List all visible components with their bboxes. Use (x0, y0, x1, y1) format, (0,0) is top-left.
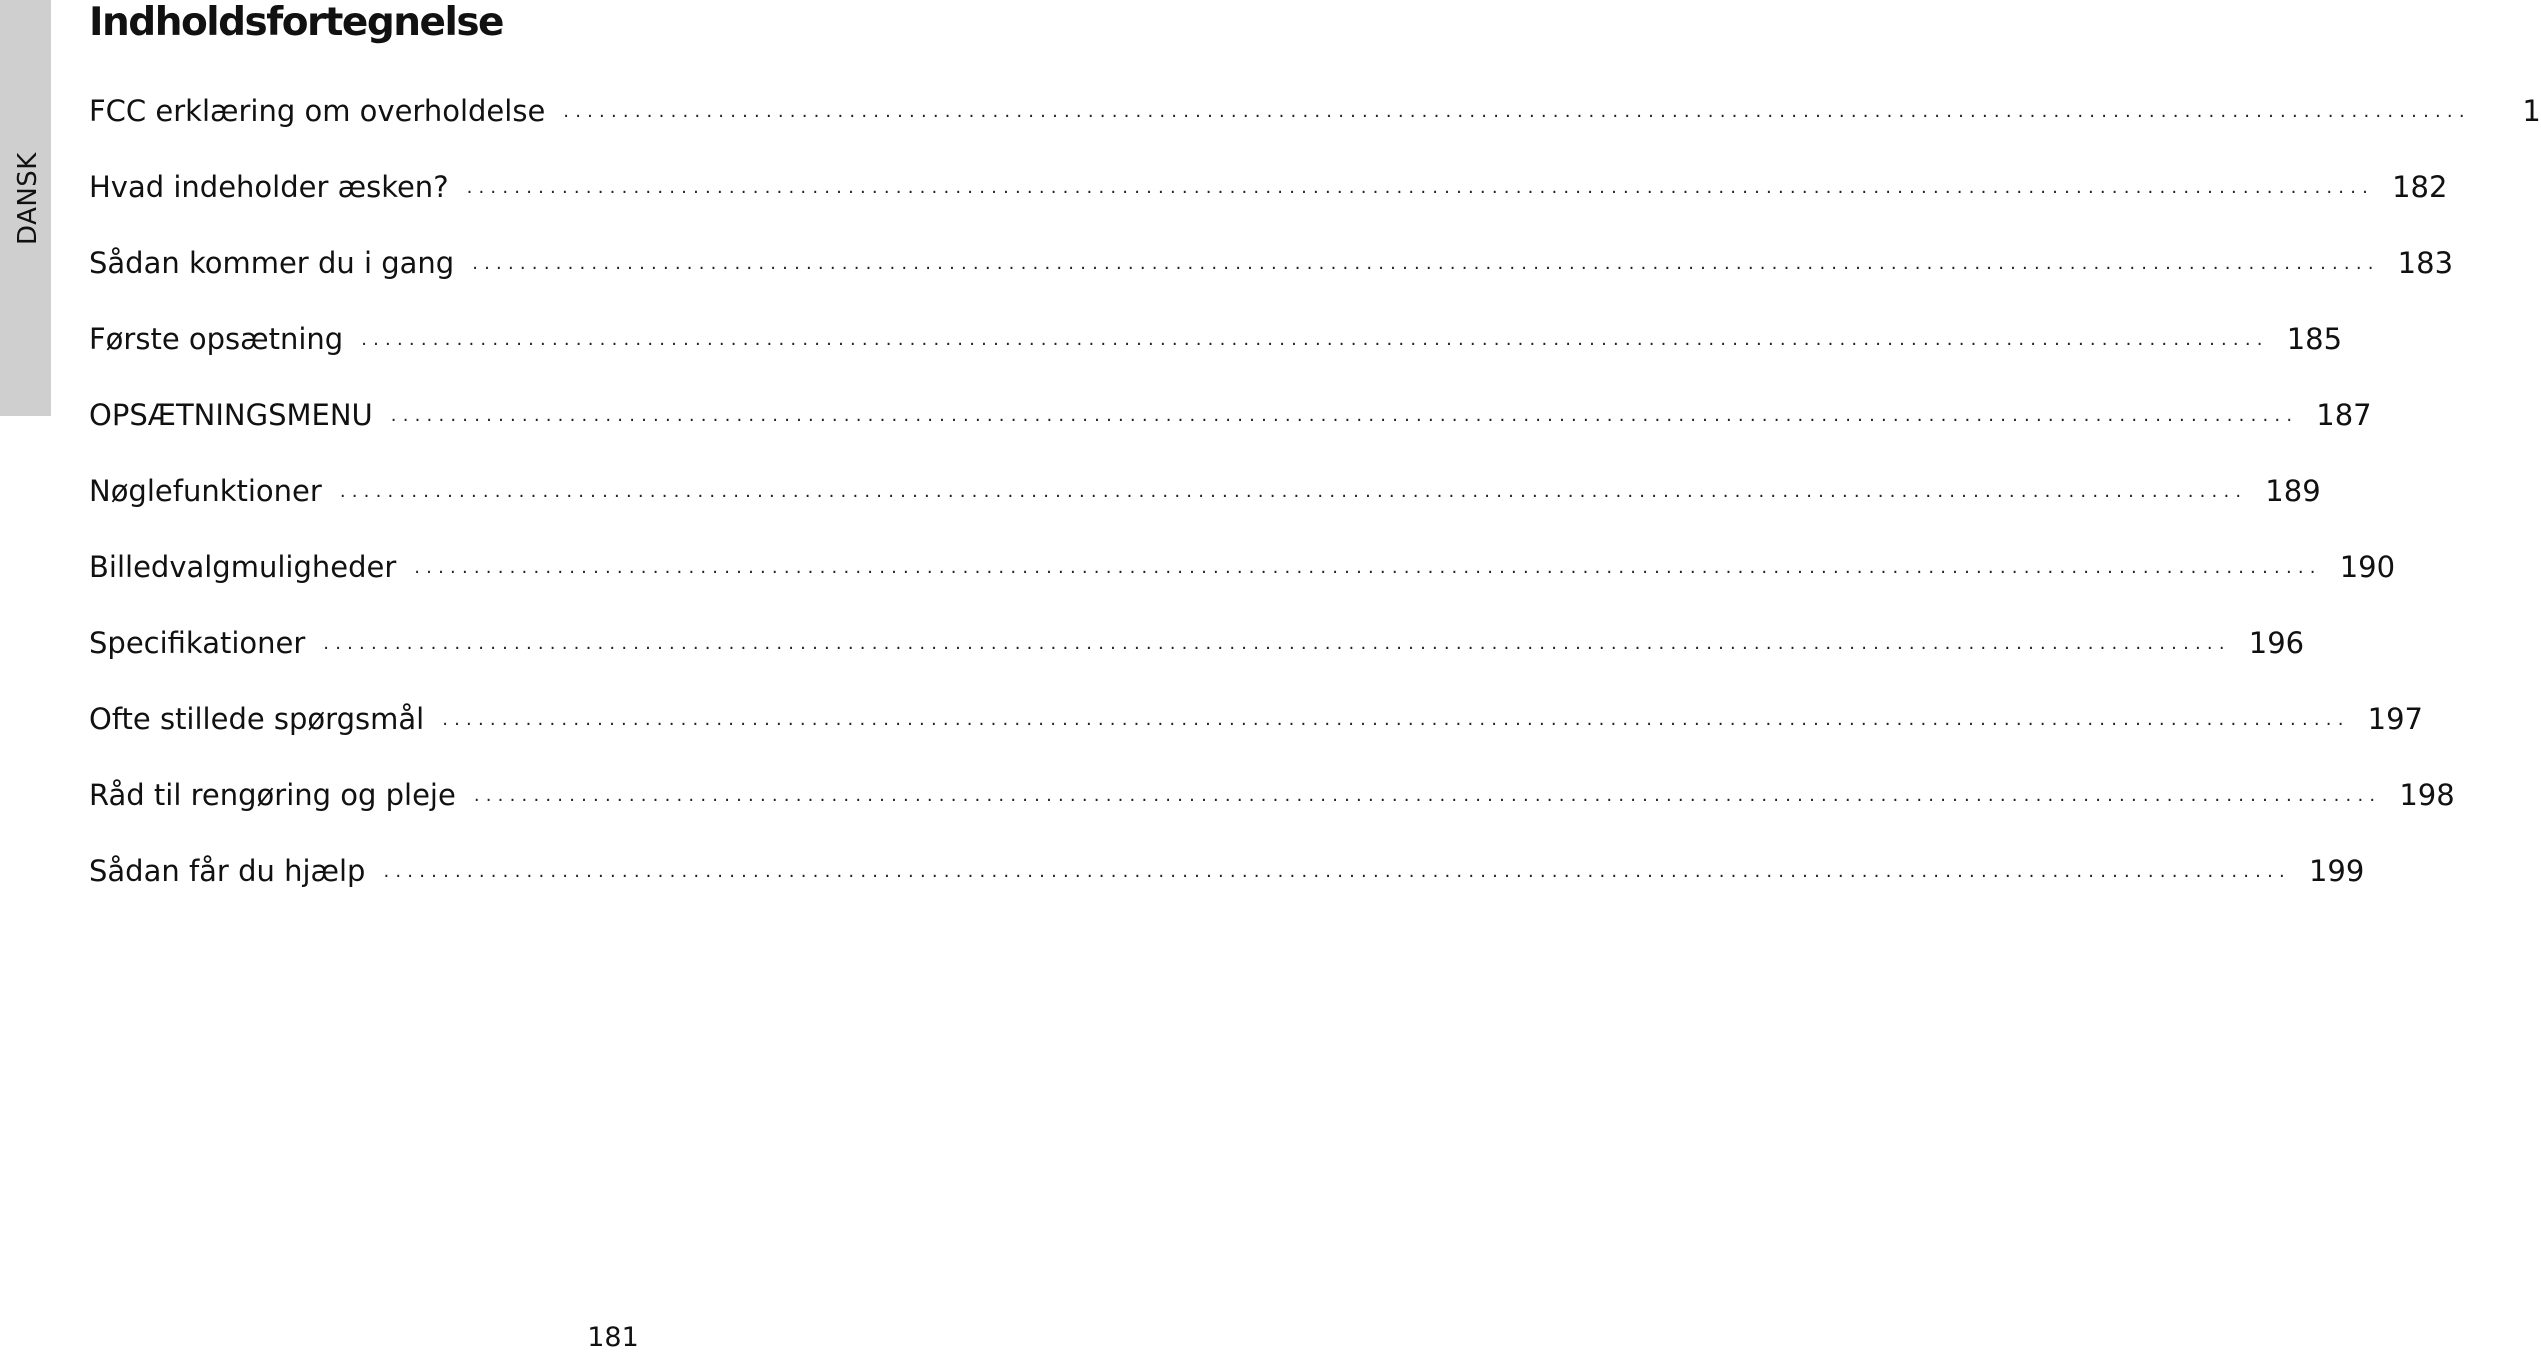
toc-entry-page: 196 (2248, 626, 2305, 660)
toc-entry-page: 197 (2367, 702, 2424, 736)
toc-entry-page: 187 (2316, 398, 2372, 432)
toc-entry-text: Nøglefunktioner (89, 474, 322, 508)
toc-entry-text: Ofte stillede spørgsmål (89, 702, 425, 736)
toc-entry-faq[interactable] (89, 702, 2424, 778)
page-number: 181 (587, 1322, 639, 1353)
toc-dot-leader: ................................................................................................................................................................ (414, 557, 2322, 578)
toc-entry-text: Sådan kommer du i gang (89, 246, 455, 280)
toc-entry-setup-menu[interactable] (89, 398, 2372, 474)
toc-dot-leader: ................................................................................................................................................................ (442, 709, 2350, 730)
toc-entry-get-help[interactable] (89, 854, 2365, 930)
toc-entry-fcc[interactable] (89, 94, 2541, 170)
toc-entry-text: Første opsætning (89, 322, 344, 356)
toc-entry-page: 198 (2399, 778, 2455, 812)
toc-dot-leader: ................................................................................................................................................................ (472, 253, 2380, 274)
toc-entry-page: 199 (2308, 854, 2365, 888)
toc-entry-page: 189 (2265, 474, 2321, 508)
toc-entry-page: 182 (2392, 170, 2448, 204)
toc-entry-text: Billedvalgmuligheder (89, 550, 397, 584)
table-of-contents (89, 94, 2541, 930)
toc-dot-leader: ................................................................................................................................................................ (383, 861, 2291, 882)
toc-entry-specifications[interactable] (89, 626, 2305, 702)
language-side-tab (0, 0, 51, 416)
toc-entry-box-contents[interactable] (89, 170, 2448, 246)
toc-entry-text: Råd til rengøring og pleje (89, 778, 456, 812)
toc-entry-picture-options[interactable] (89, 550, 2396, 626)
toc-dot-leader: ................................................................................................................................................................ (466, 177, 2375, 198)
toc-entry-text: FCC erklæring om overholdelse (89, 94, 546, 128)
page-title: Indholdsfortegnelse (89, 0, 504, 45)
toc-dot-leader: ................................................................................................................................................................ (339, 481, 2248, 502)
language-tab-label: DANSK (13, 152, 43, 245)
toc-entry-text: OPSÆTNINGSMENU (89, 398, 373, 432)
toc-dot-leader: ................................................................................................................................................................ (390, 405, 2299, 426)
toc-entry-initial-setup[interactable] (89, 322, 2343, 398)
toc-entry-text: Specifikationer (89, 626, 306, 660)
toc-dot-leader: ................................................................................................................................................................ (563, 101, 2471, 122)
toc-entry-key-functions[interactable] (89, 474, 2321, 550)
toc-entry-getting-started[interactable] (89, 246, 2454, 322)
toc-entry-text: Sådan får du hjælp (89, 854, 366, 888)
toc-entry-cleaning-care[interactable] (89, 778, 2455, 854)
toc-entry-text: Hvad indeholder æsken? (89, 170, 449, 204)
toc-dot-leader: ................................................................................................................................................................ (323, 633, 2231, 654)
toc-entry-page: 1 (2522, 94, 2541, 128)
toc-dot-leader: ................................................................................................................................................................ (361, 329, 2269, 350)
toc-entry-page: 190 (2339, 550, 2396, 584)
toc-entry-page: 185 (2286, 322, 2343, 356)
toc-entry-page: 183 (2397, 246, 2454, 280)
toc-dot-leader: ................................................................................................................................................................ (473, 785, 2382, 806)
